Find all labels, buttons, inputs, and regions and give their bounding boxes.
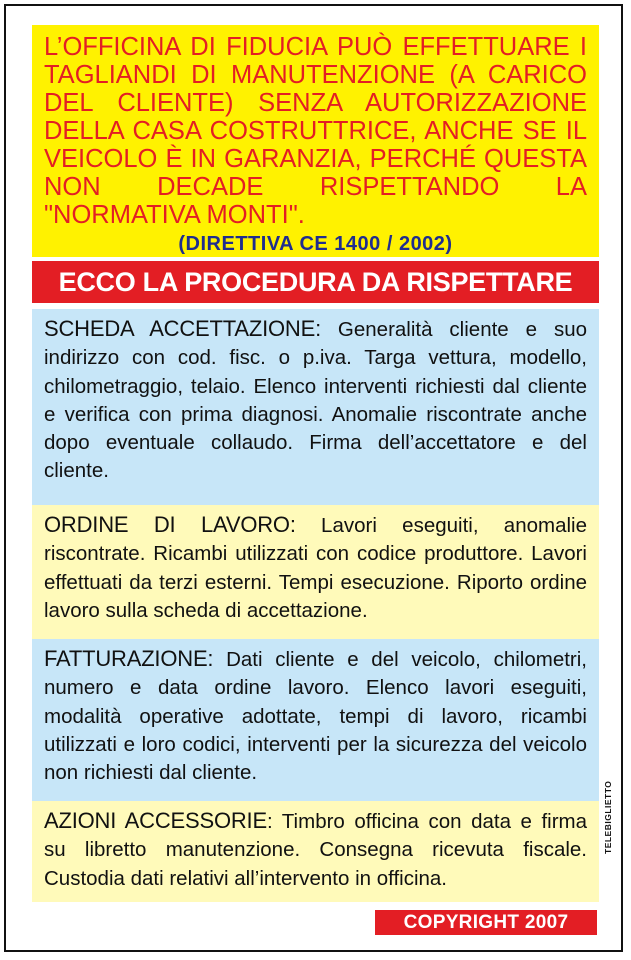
section-body: : Timbro officina con data e firma su libretto manutenzione. Consegna ricevuta fiscale. Custodia dati relativi all’intervento in officina.: [44, 810, 587, 890]
section-body: Generalità cliente e suo indirizzo con cod. fisc. o p.iva. Targa vettura, modello, chilometraggio, telaio. Elenco interventi richiesti dal cliente e verifica con prima diagnosi. Anomalie riscontrate anche dopo eventuale collaudo. Firma dell’accettatore e del cliente.: [44, 318, 587, 483]
section-body: Lavori eseguiti, anomalie riscontrate. Ricambi utilizzati con codice produttore. Lavori effettuati da terzi esterni. Tempi esecuzione. Riporto ordine lavoro sulla scheda di accettazione.: [44, 514, 587, 622]
directive-reference: (DIRETTIVA CE 1400 / 2002): [178, 233, 453, 255]
section-azioni-accessorie: [32, 801, 599, 902]
side-watermark: [597, 720, 621, 920]
intro-box: [32, 25, 599, 257]
side-watermark-text: TELEBIGLIETTO: [603, 780, 613, 854]
section-fatturazione: [32, 639, 599, 801]
copyright-badge: COPYRIGHT 2007: [375, 910, 597, 935]
section-title: AZIONI ACCESSORIE: [44, 808, 267, 833]
section-scheda-accettazione: [32, 309, 599, 505]
intro-text: L’OFFICINA DI FIDUCIA PUÒ EFFETTUARE I TAGLIANDI DI MANUTENZIONE (A CARICO DEL CLIENTE) SENZA AUTORIZZAZIONE DELLA CASA COSTRUTTRICE, ANCHE SE IL VEICOLO È IN GARANZIA, PERCHÉ QUESTA NON DECADE RISPETTANDO LA "NORMATIVA MONTI".: [44, 33, 587, 229]
section-title: SCHEDA ACCETTAZIONE:: [44, 316, 321, 341]
procedure-banner: ECCO LA PROCEDURA DA RISPETTARE: [32, 261, 599, 303]
section-title: ORDINE DI LAVORO:: [44, 512, 296, 537]
section-body: Dati cliente e del veicolo, chilometri, numero e data ordine lavoro. Elenco lavori eseguiti, modalità operative adottate, tempi di lavoro, ricambi utilizzati e loro codici, interventi per la sicurezza del veicolo non richiesti dal cliente.: [44, 648, 587, 785]
section-ordine-di-lavoro: [32, 505, 599, 639]
section-title: FATTURAZIONE:: [44, 646, 214, 671]
